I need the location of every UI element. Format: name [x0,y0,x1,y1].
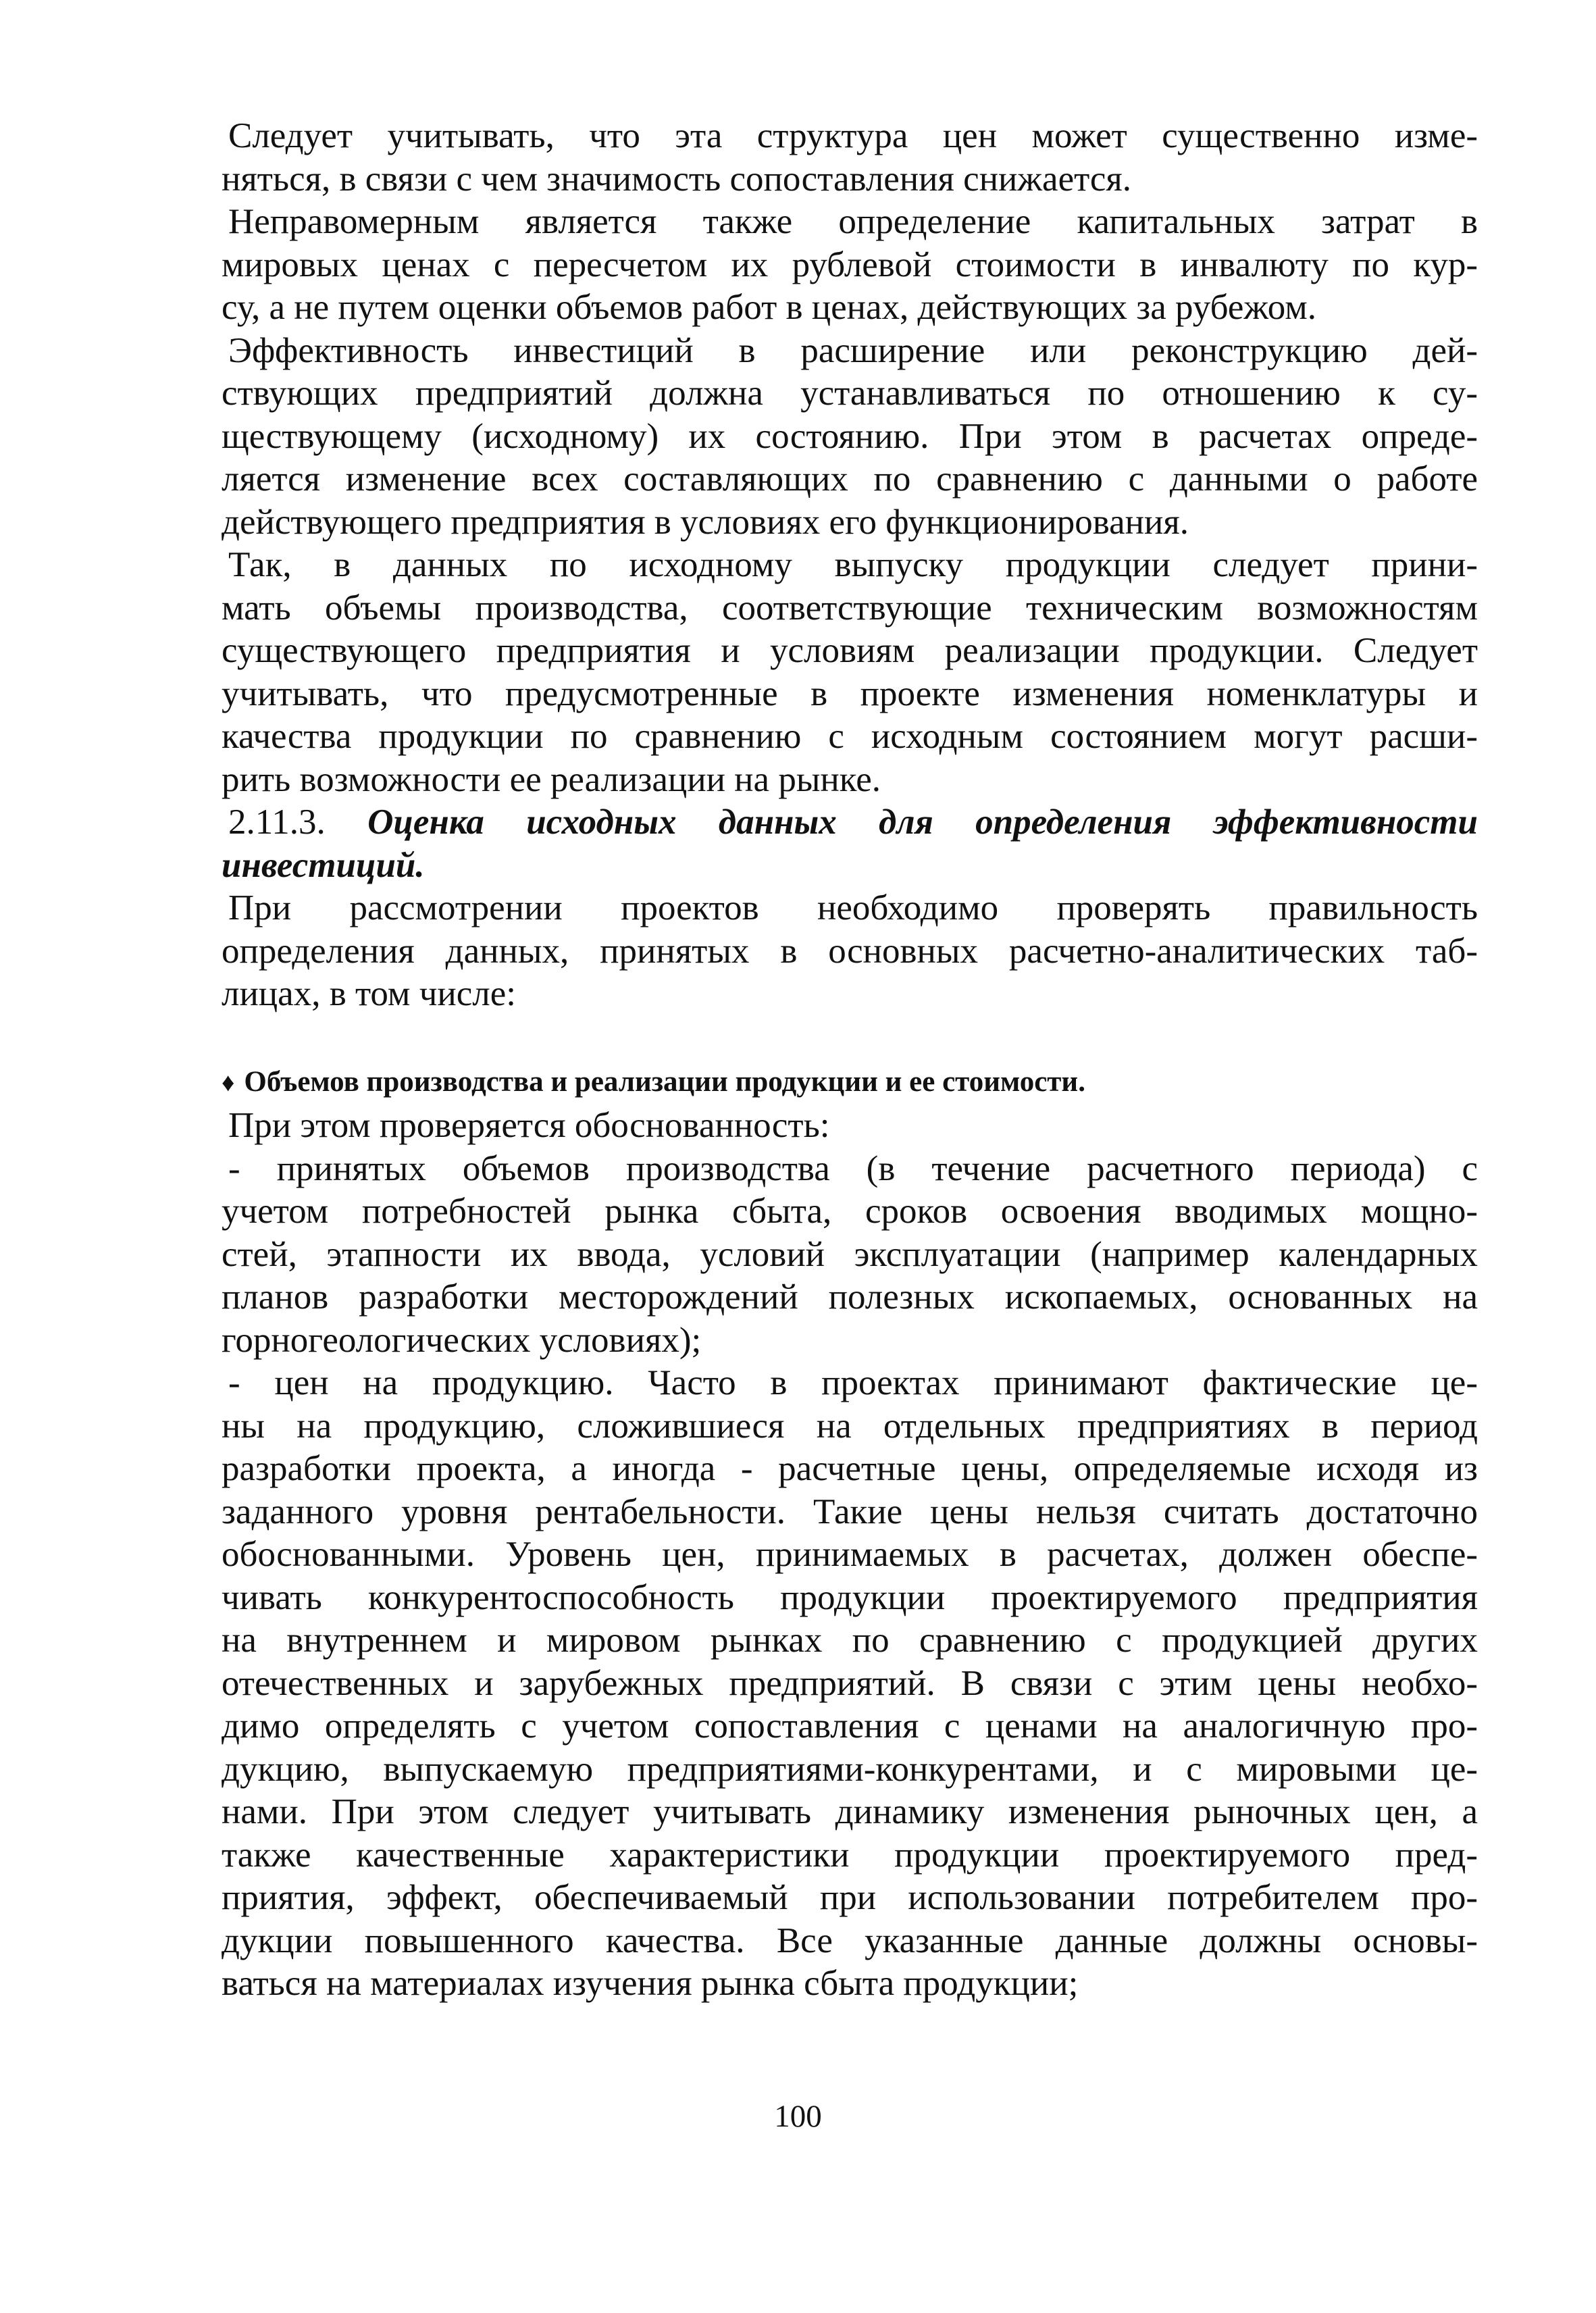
text-line: планов разработки месторождений полезных ископаемых, основанных на [222,1277,1478,1317]
bullet-heading-text: Объемов производства и реализации продукции и ее стоимости. [244,1065,1085,1098]
text-line: - принятых объемов производства (в течение расчетного периода) с [228,1148,1478,1188]
text-line: нами. При этом следует учитывать динамику изменения рыночных цен, а [222,1792,1478,1831]
text-line: димо определять с учетом сопоставления с ценами на аналогичную про- [222,1706,1478,1746]
text-line: лицах, в том числе: [222,974,516,1013]
page-number: 100 [774,2099,822,2134]
text-line: Так, в данных по исходному выпуску продукции следует прини- [228,545,1478,584]
text-line: горногеологических условиях); [222,1320,702,1360]
text-line: При рассмотрении проектов необходимо проверять правильность [228,888,1478,927]
text-line: учитывать, что предусмотренные в проекте изменения номенклатуры и [222,673,1478,713]
paragraph-3 [222,330,1478,544]
text-line: качества продукции по сравнению с исходным состоянием могут расши- [222,717,1478,756]
text-line: разработки проекта, а иногда - расчетные цены, определяемые исходя из [222,1449,1478,1488]
section-heading [222,801,1478,887]
text-line: действующего предприятия в условиях его функционирования. [222,502,1189,542]
text-line: При этом проверяется обоснованность: [228,1106,830,1145]
paragraph-prices [222,1362,1478,2006]
text-line: приятия, эффект, обеспечиваемый при использовании потребителем про- [222,1878,1478,1917]
text-line: Следует учитывать, что эта структура цен может существенно изме- [228,116,1478,155]
paragraph-4 [222,544,1478,801]
text-line: дукцию, выпускаемую предприятиями-конкурентами, и с мировыми це- [222,1749,1478,1789]
text-line: стей, этапности их ввода, условий эксплуатации (например календарных [222,1234,1478,1274]
diamond-bullet-icon: ♦ [222,1068,235,1097]
text-line: ствующих предприятий должна устанавливаться по отношению к су- [222,374,1478,413]
text-line: дукции повышенного качества. Все указанные данные должны основы- [222,1921,1478,1960]
text-line: отечественных и зарубежных предприятий. В связи с этим цены необхо- [222,1663,1478,1703]
text-line: ны на продукцию, сложившиеся на отдельных предприятиях в период [222,1406,1478,1446]
paragraph-1 [222,115,1478,201]
text-line: обоснованными. Уровень цен, принимаемых в расчетах, должен обеспе- [222,1535,1478,1574]
section-title: Оценка исходных данных для определения эффективности [367,803,1478,842]
paragraph-volumes [222,1148,1478,1363]
text-line: на внутреннем и мировом рынках по сравнению с продукцией других [222,1621,1478,1660]
text-line: ваться на материалах изучения рынка сбыта продукции; [222,1964,1079,2003]
text-line: мать объемы производства, соответствующие техническим возможностям [222,588,1478,628]
text-line: Неправомерным является также определение капитальных затрат в [228,202,1478,241]
text-line: ляется изменение всех составляющих по сравнению с данными о работе [222,459,1478,499]
text-line: существующего предприятия и условиям реализации продукции. Следует [222,631,1478,670]
paragraph-2 [222,201,1478,330]
paragraph-check [222,1104,1478,1148]
text-line: Эффективность инвестиций в расширение или реконструкцию дей- [228,330,1478,370]
text-line: чивать конкурентоспособность продукции проектируемого предприятия [222,1577,1478,1617]
text-line: определения данных, принятых в основных расчетно-аналитических таб- [222,931,1478,971]
text-line: су, а не путем оценки объемов работ в ценах, действующих за рубежом. [222,288,1316,327]
section-heading-line [222,801,1478,844]
text-line: рить возможности ее реализации на рынке. [222,759,881,799]
section-number: 2.11.3. [228,803,326,842]
text-line: также качественные характеристики продукции проектируемого пред- [222,1835,1478,1875]
body-text [222,115,1478,2006]
section-title-continuation: инвестиций. [222,845,425,885]
text-line: учетом потребностей рынка сбыта, сроков освоения вводимых мощно- [222,1192,1478,1231]
bullet-heading [222,1061,1478,1105]
text-line: - цен на продукцию. Часто в проектах принимают фактические це- [228,1363,1478,1402]
text-line: няться, в связи с чем значимость сопоставления снижается. [222,159,1132,199]
text-line: ществующему (исходному) их состоянию. При этом в расчетах опреде- [222,416,1478,456]
intro-paragraph [222,887,1478,1016]
text-line: заданного уровня рентабельности. Такие цены нельзя считать достаточно [222,1492,1478,1531]
text-line: мировых ценах с пересчетом их рублевой стоимости в инвалюту по кур- [222,245,1478,284]
